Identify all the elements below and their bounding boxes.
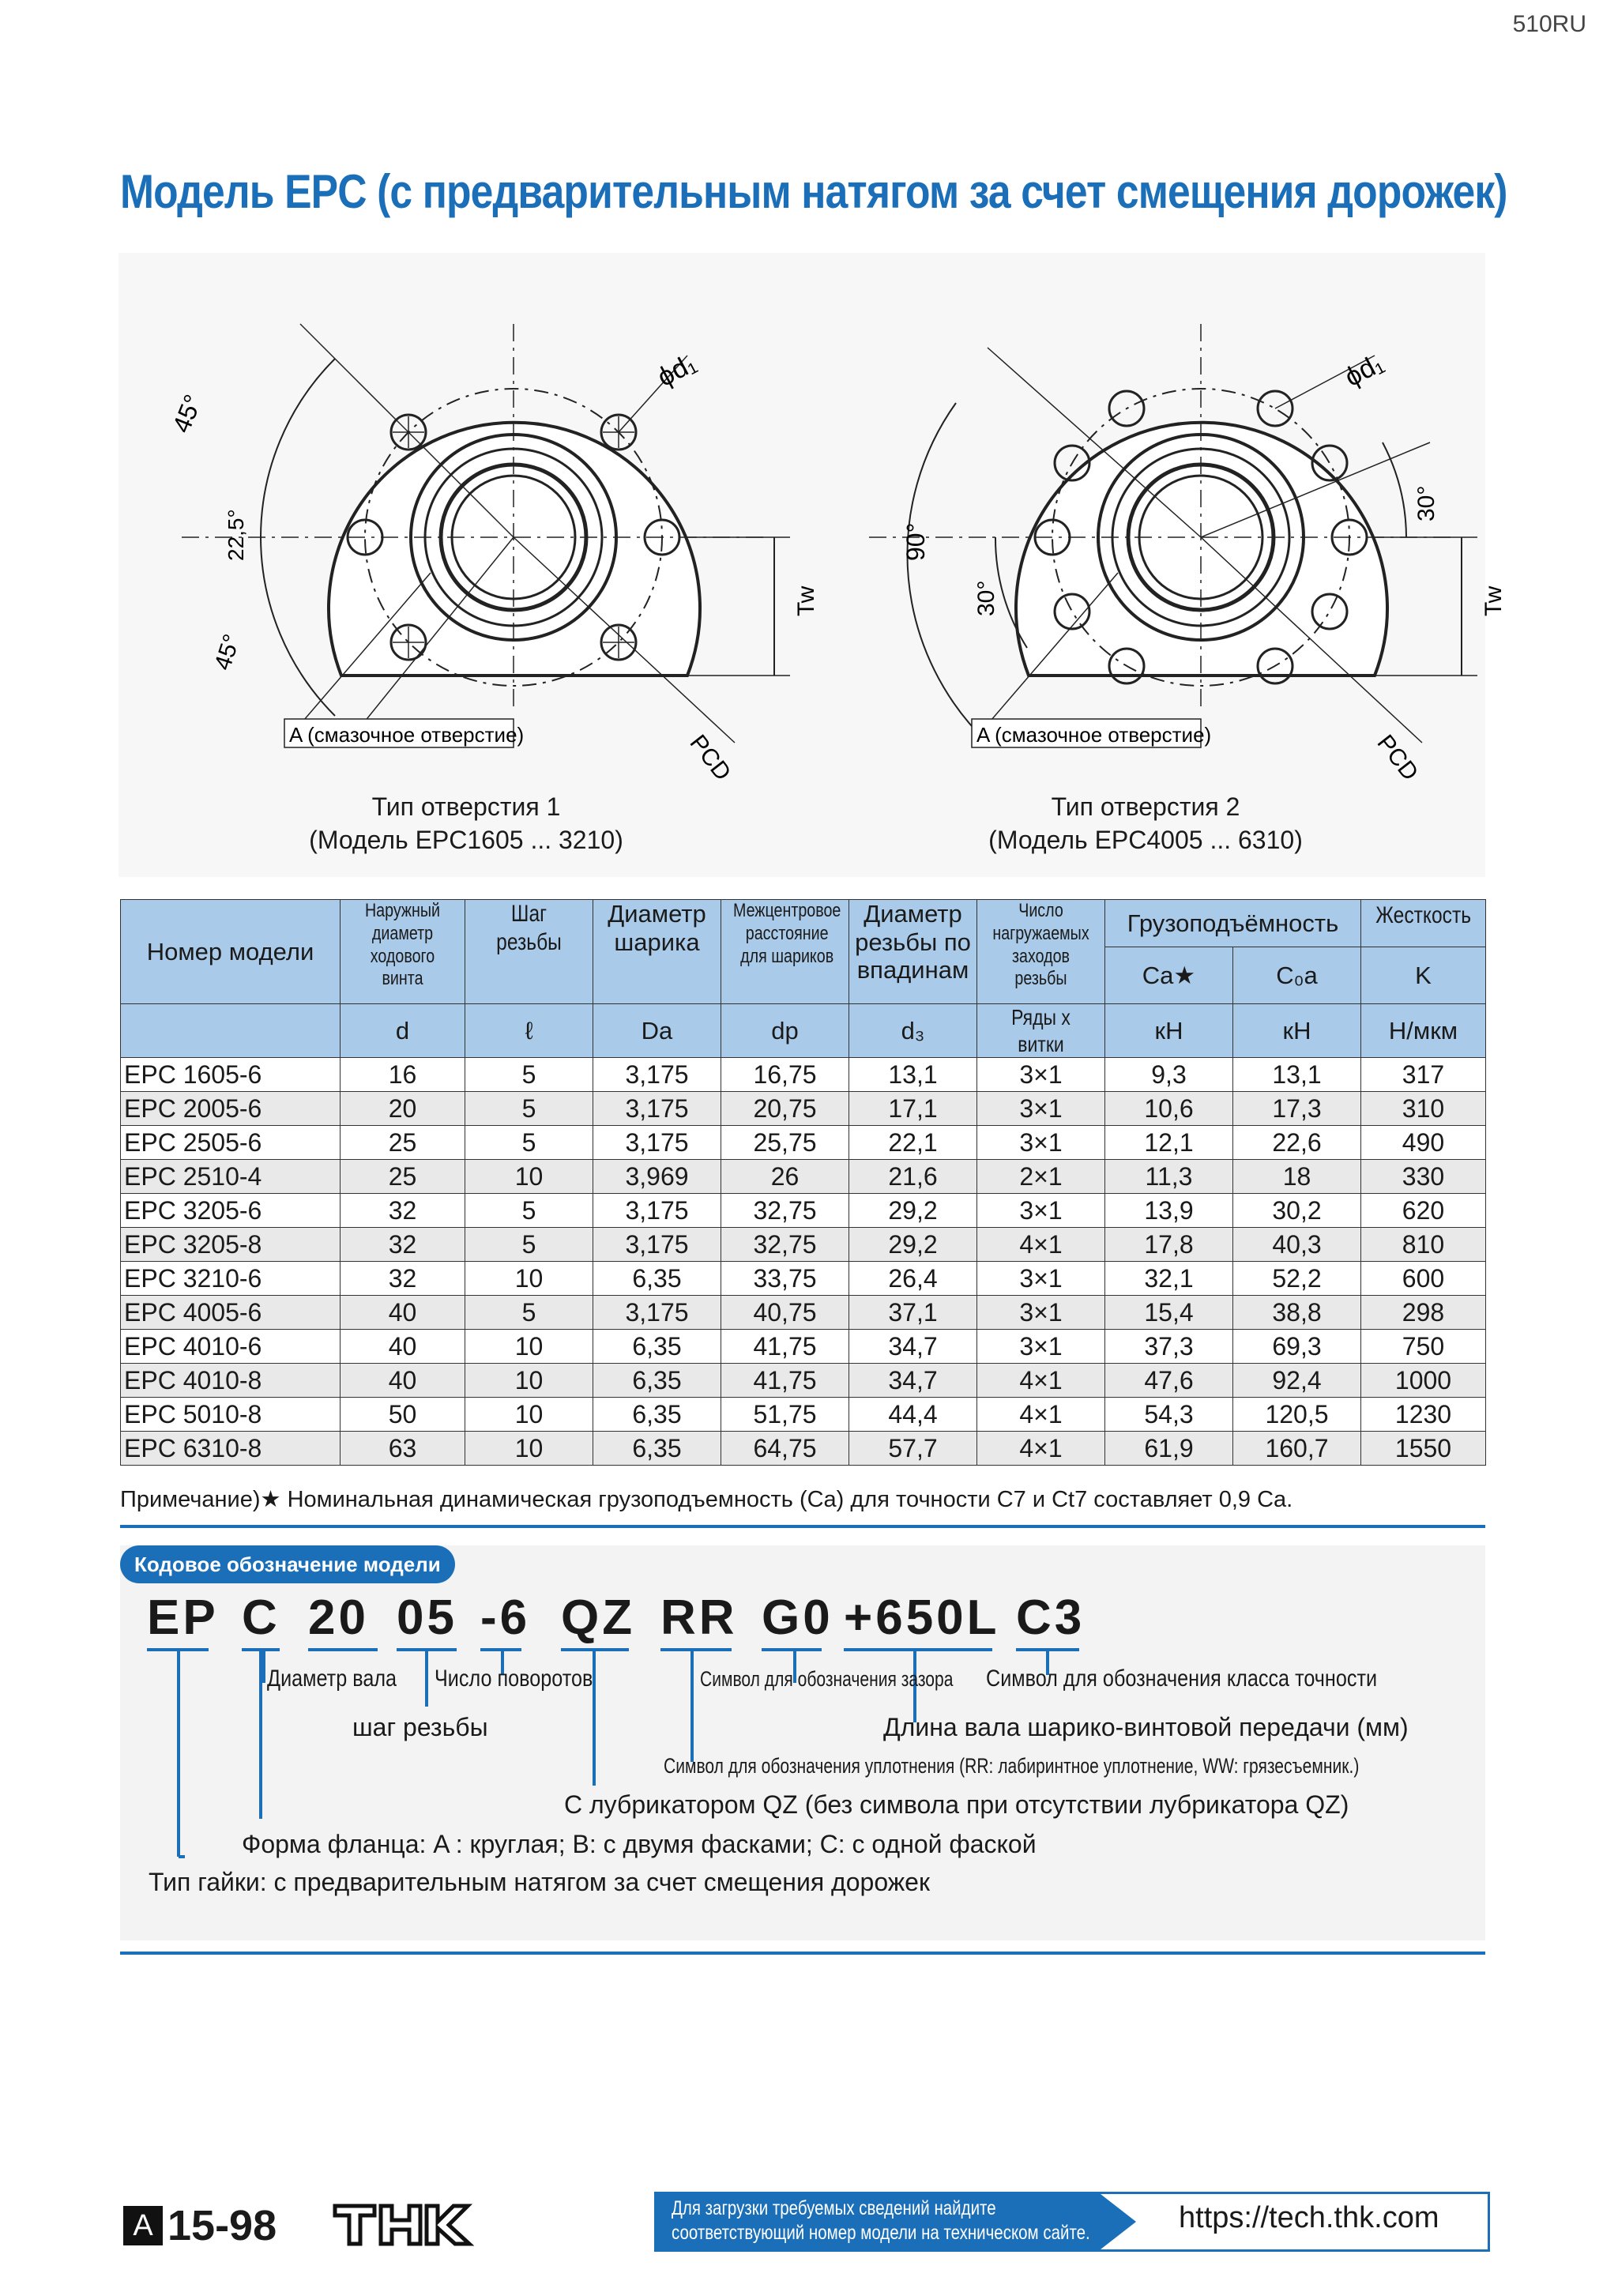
value-cell: 25	[341, 1126, 465, 1160]
sym-lead: ℓ	[465, 1004, 593, 1058]
model-cell: EPC 4010-8	[121, 1364, 341, 1398]
value-cell: 16,75	[721, 1058, 849, 1092]
value-cell: 64,75	[721, 1432, 849, 1466]
value-cell: 63	[341, 1432, 465, 1466]
value-cell: 3,969	[593, 1160, 721, 1194]
model-cell: EPC 4010-6	[121, 1330, 341, 1364]
label-seal: Символ для обозначения уплотнения (RR: лабиринтное уплотнение, WW: грязесъемник.)	[664, 1754, 1360, 1778]
caption-line2: (Модель EPC1605 ... 3210)	[309, 826, 623, 854]
footer-note-line2: соответствующий номер модели на техническом сайте.	[672, 2222, 1090, 2244]
table-row	[121, 1398, 1486, 1432]
value-cell: 810	[1361, 1228, 1486, 1262]
label-turns: Число поворотов	[435, 1666, 593, 1692]
value-cell: 3×1	[977, 1296, 1105, 1330]
th-model: Номер модели	[121, 900, 341, 1004]
pcd-label: PCD	[684, 729, 736, 786]
value-cell: 3×1	[977, 1330, 1105, 1364]
value-cell: 47,6	[1105, 1364, 1233, 1398]
code-seg-g0: G0	[762, 1590, 833, 1645]
model-cell: EPC 4005-6	[121, 1296, 341, 1330]
value-cell: 4×1	[977, 1228, 1105, 1262]
footer-note	[672, 2196, 1090, 2245]
value-cell: 10	[465, 1432, 593, 1466]
symbol-row	[121, 1004, 1486, 1058]
logo-text: THK	[332, 2201, 333, 2202]
value-cell: 40,75	[721, 1296, 849, 1330]
value-cell: 5	[465, 1296, 593, 1330]
sym-k-unit: Н/мкм	[1361, 1004, 1486, 1058]
model-cell: EPC 6310-8	[121, 1432, 341, 1466]
value-cell: 12,1	[1105, 1126, 1233, 1160]
page-code: 510RU	[1512, 11, 1586, 37]
sym-rows-turns: Ряды x витки	[1011, 1005, 1071, 1056]
table-row	[121, 1126, 1486, 1160]
angle-30-left: 30°	[973, 580, 999, 616]
value-cell: 61,9	[1105, 1432, 1233, 1466]
page-number: 15-98	[167, 2202, 277, 2249]
divider	[120, 1952, 1485, 1955]
value-cell: 17,1	[849, 1092, 977, 1126]
value-cell: 1000	[1361, 1364, 1486, 1398]
value-cell: 3,175	[593, 1126, 721, 1160]
th-root-dia: Диаметр резьбы по впадинам	[849, 900, 977, 1004]
value-cell: 3×1	[977, 1126, 1105, 1160]
table-row	[121, 1092, 1486, 1126]
value-cell: 5	[465, 1058, 593, 1092]
value-cell: 17,8	[1105, 1228, 1233, 1262]
value-cell: 41,75	[721, 1330, 849, 1364]
label-shaft-dia: Диаметр вала	[267, 1666, 397, 1692]
th-c0a: C₀a	[1233, 947, 1361, 1004]
footer-note-line1: Для загрузки требуемых сведений найдите	[672, 2197, 996, 2219]
model-cell: EPC 2505-6	[121, 1126, 341, 1160]
value-cell: 37,1	[849, 1296, 977, 1330]
code-seg-20: 20	[308, 1590, 369, 1645]
value-cell: 6,35	[593, 1330, 721, 1364]
value-cell: 18	[1233, 1160, 1361, 1194]
value-cell: 2×1	[977, 1160, 1105, 1194]
code-seg-qz: QZ	[561, 1590, 636, 1645]
model-cell: EPC 5010-8	[121, 1398, 341, 1432]
value-cell: 10	[465, 1262, 593, 1296]
value-cell: 6,35	[593, 1262, 721, 1296]
pcd-label: PCD	[1372, 729, 1424, 786]
value-cell: 120,5	[1233, 1398, 1361, 1432]
value-cell: 21,6	[849, 1160, 977, 1194]
value-cell: 54,3	[1105, 1398, 1233, 1432]
section-badge: A	[123, 2206, 163, 2245]
tw-label: Tw	[793, 585, 819, 616]
value-cell: 490	[1361, 1126, 1486, 1160]
value-cell: 10	[465, 1398, 593, 1432]
label-nut-type: Тип гайки: с предварительным натягом за счет смещения дорожек	[149, 1868, 930, 1896]
model-cell: EPC 2005-6	[121, 1092, 341, 1126]
value-cell: 6,35	[593, 1432, 721, 1466]
value-cell: 26	[721, 1160, 849, 1194]
label-qz: С лубрикатором QZ (без символа при отсутствии лубрикатора QZ)	[564, 1790, 1349, 1819]
caption-line2: (Модель EPC4005 ... 6310)	[988, 826, 1303, 854]
code-seg-c3: C3	[1016, 1590, 1086, 1645]
value-cell: 13,9	[1105, 1194, 1233, 1228]
value-cell: 15,4	[1105, 1296, 1233, 1330]
value-cell: 32,75	[721, 1228, 849, 1262]
sym-ca-unit: кН	[1105, 1004, 1233, 1058]
value-cell: 17,3	[1233, 1092, 1361, 1126]
value-cell: 4×1	[977, 1398, 1105, 1432]
value-cell: 1550	[1361, 1432, 1486, 1466]
sym-c0a-unit: кН	[1233, 1004, 1361, 1058]
value-cell: 3,175	[593, 1296, 721, 1330]
value-cell: 3,175	[593, 1058, 721, 1092]
value-cell: 5	[465, 1194, 593, 1228]
table-row	[121, 1194, 1486, 1228]
sym-d3: d₃	[849, 1004, 977, 1058]
value-cell: 25,75	[721, 1126, 849, 1160]
oil-hole-label: A (смазочное отверстие)	[289, 723, 525, 747]
angle-30-right: 30°	[1413, 485, 1439, 521]
value-cell: 3,175	[593, 1194, 721, 1228]
code-seg-rr: RR	[660, 1590, 738, 1645]
th-k: K	[1361, 947, 1486, 1004]
table-note: Примечание)★ Номинальная динамическая грузоподъемность (Ca) для точности C7 и Ct7 составляет 0,9 Ca.	[120, 1487, 1293, 1512]
label-flange: Форма фланца: A : круглая; B: с двумя фасками; C: с одной фаской	[242, 1830, 1037, 1858]
th-ball-center: Межцентровое расстояние для шариков	[732, 900, 841, 967]
value-cell: 3×1	[977, 1058, 1105, 1092]
model-code-badge: Кодовое обозначение модели	[120, 1545, 455, 1583]
hole-dia-label: ϕd₁	[1339, 348, 1389, 393]
value-cell: 32,75	[721, 1194, 849, 1228]
label-accuracy: Символ для обозначения класса точности	[986, 1666, 1378, 1692]
th-load-rating: Грузоподъёмность	[1105, 900, 1361, 947]
value-cell: 620	[1361, 1194, 1486, 1228]
code-seg-ep: EP	[147, 1590, 219, 1645]
value-cell: 6,35	[593, 1398, 721, 1432]
tw-label: Tw	[1481, 585, 1507, 616]
value-cell: 5	[465, 1126, 593, 1160]
value-cell: 40	[341, 1364, 465, 1398]
model-cell: EPC 1605-6	[121, 1058, 341, 1092]
table-row	[121, 1262, 1486, 1296]
value-cell: 38,8	[1233, 1296, 1361, 1330]
caption-line1: Тип отверстия 1	[371, 792, 561, 821]
page-title: Модель EPC (с предварительным натягом за счет смещения дорожек)	[120, 165, 1507, 218]
th-circuits: Число нагружаемых заходов резьбы	[992, 900, 1089, 990]
divider	[120, 1525, 1485, 1528]
value-cell: 330	[1361, 1160, 1486, 1194]
code-seg-6: -6	[480, 1590, 531, 1645]
hole-type-2-drawing	[806, 300, 1507, 786]
label-length: Длина вала шарико-винтовой передачи (мм)	[883, 1713, 1409, 1741]
th-lead: Шаг резьбы	[496, 901, 562, 955]
angle-22-5: 22,5°	[224, 509, 248, 561]
thk-logo	[332, 2201, 474, 2249]
value-cell: 298	[1361, 1296, 1486, 1330]
angle-90: 90°	[901, 522, 930, 561]
th-outer-dia: Наружный диаметр ходового винта	[364, 900, 441, 990]
footer-url-link[interactable]: https://tech.thk.com	[1179, 2201, 1439, 2234]
value-cell: 57,7	[849, 1432, 977, 1466]
value-cell: 26,4	[849, 1262, 977, 1296]
value-cell: 32,1	[1105, 1262, 1233, 1296]
code-seg-length: +650L	[844, 1590, 1000, 1645]
hole-type-1-drawing	[119, 300, 819, 786]
oil-hole-label: A (смазочное отверстие)	[976, 723, 1212, 747]
value-cell: 750	[1361, 1330, 1486, 1364]
value-cell: 10	[465, 1330, 593, 1364]
value-cell: 13,1	[1233, 1058, 1361, 1092]
label-lead: шаг резьбы	[352, 1713, 488, 1741]
value-cell: 10,6	[1105, 1092, 1233, 1126]
value-cell: 5	[465, 1092, 593, 1126]
value-cell: 41,75	[721, 1364, 849, 1398]
value-cell: 51,75	[721, 1398, 849, 1432]
table-row	[121, 1364, 1486, 1398]
angle-45-top: 45°	[167, 390, 208, 437]
value-cell: 20	[341, 1092, 465, 1126]
value-cell: 40,3	[1233, 1228, 1361, 1262]
value-cell: 3,175	[593, 1092, 721, 1126]
th-ball-dia: Диаметр шарика	[593, 900, 721, 1004]
value-cell: 3×1	[977, 1262, 1105, 1296]
angle-45-bottom: 45°	[209, 630, 246, 674]
value-cell: 4×1	[977, 1364, 1105, 1398]
value-cell: 40	[341, 1296, 465, 1330]
table-row	[121, 1228, 1486, 1262]
value-cell: 4×1	[977, 1432, 1105, 1466]
value-cell: 34,7	[849, 1330, 977, 1364]
model-cell: EPC 2510-4	[121, 1160, 341, 1194]
th-rigidity: Жесткость	[1375, 902, 1471, 928]
model-cell: EPC 3205-6	[121, 1194, 341, 1228]
label-clearance: Символ для обозначения зазора	[700, 1667, 954, 1691]
value-cell: 9,3	[1105, 1058, 1233, 1092]
value-cell: 3×1	[977, 1092, 1105, 1126]
value-cell: 22,1	[849, 1126, 977, 1160]
value-cell: 30,2	[1233, 1194, 1361, 1228]
code-seg-05: 05	[397, 1590, 457, 1645]
value-cell: 3,175	[593, 1228, 721, 1262]
value-cell: 10	[465, 1160, 593, 1194]
table-row	[121, 1330, 1486, 1364]
value-cell: 13,1	[849, 1058, 977, 1092]
value-cell: 33,75	[721, 1262, 849, 1296]
value-cell: 29,2	[849, 1194, 977, 1228]
value-cell: 600	[1361, 1262, 1486, 1296]
value-cell: 160,7	[1233, 1432, 1361, 1466]
hole-type-1-caption	[269, 790, 664, 856]
table-row	[121, 1058, 1486, 1092]
value-cell: 34,7	[849, 1364, 977, 1398]
value-cell: 317	[1361, 1058, 1486, 1092]
value-cell: 6,35	[593, 1364, 721, 1398]
value-cell: 10	[465, 1364, 593, 1398]
value-cell: 310	[1361, 1092, 1486, 1126]
value-cell: 69,3	[1233, 1330, 1361, 1364]
value-cell: 50	[341, 1398, 465, 1432]
value-cell: 32	[341, 1228, 465, 1262]
hole-type-2-caption	[948, 790, 1343, 856]
value-cell: 22,6	[1233, 1126, 1361, 1160]
value-cell: 92,4	[1233, 1364, 1361, 1398]
model-cell: EPC 3205-8	[121, 1228, 341, 1262]
value-cell: 3×1	[977, 1194, 1105, 1228]
spec-table	[120, 899, 1486, 1466]
table-row	[121, 1432, 1486, 1466]
value-cell: 32	[341, 1262, 465, 1296]
value-cell: 5	[465, 1228, 593, 1262]
value-cell: 25	[341, 1160, 465, 1194]
sym-dp: dp	[721, 1004, 849, 1058]
value-cell: 40	[341, 1330, 465, 1364]
value-cell: 20,75	[721, 1092, 849, 1126]
value-cell: 16	[341, 1058, 465, 1092]
value-cell: 52,2	[1233, 1262, 1361, 1296]
value-cell: 44,4	[849, 1398, 977, 1432]
sym-d: d	[341, 1004, 465, 1058]
model-cell: EPC 3210-6	[121, 1262, 341, 1296]
value-cell: 37,3	[1105, 1330, 1233, 1364]
table-row	[121, 1296, 1486, 1330]
caption-line1: Тип отверстия 2	[1051, 792, 1240, 821]
sym-da: Da	[593, 1004, 721, 1058]
th-ca: Ca★	[1105, 947, 1233, 1004]
value-cell: 32	[341, 1194, 465, 1228]
value-cell: 11,3	[1105, 1160, 1233, 1194]
code-seg-c: C	[242, 1590, 280, 1645]
hole-dia-label: ϕd₁	[652, 348, 702, 393]
value-cell: 29,2	[849, 1228, 977, 1262]
value-cell: 1230	[1361, 1398, 1486, 1432]
table-row	[121, 1160, 1486, 1194]
